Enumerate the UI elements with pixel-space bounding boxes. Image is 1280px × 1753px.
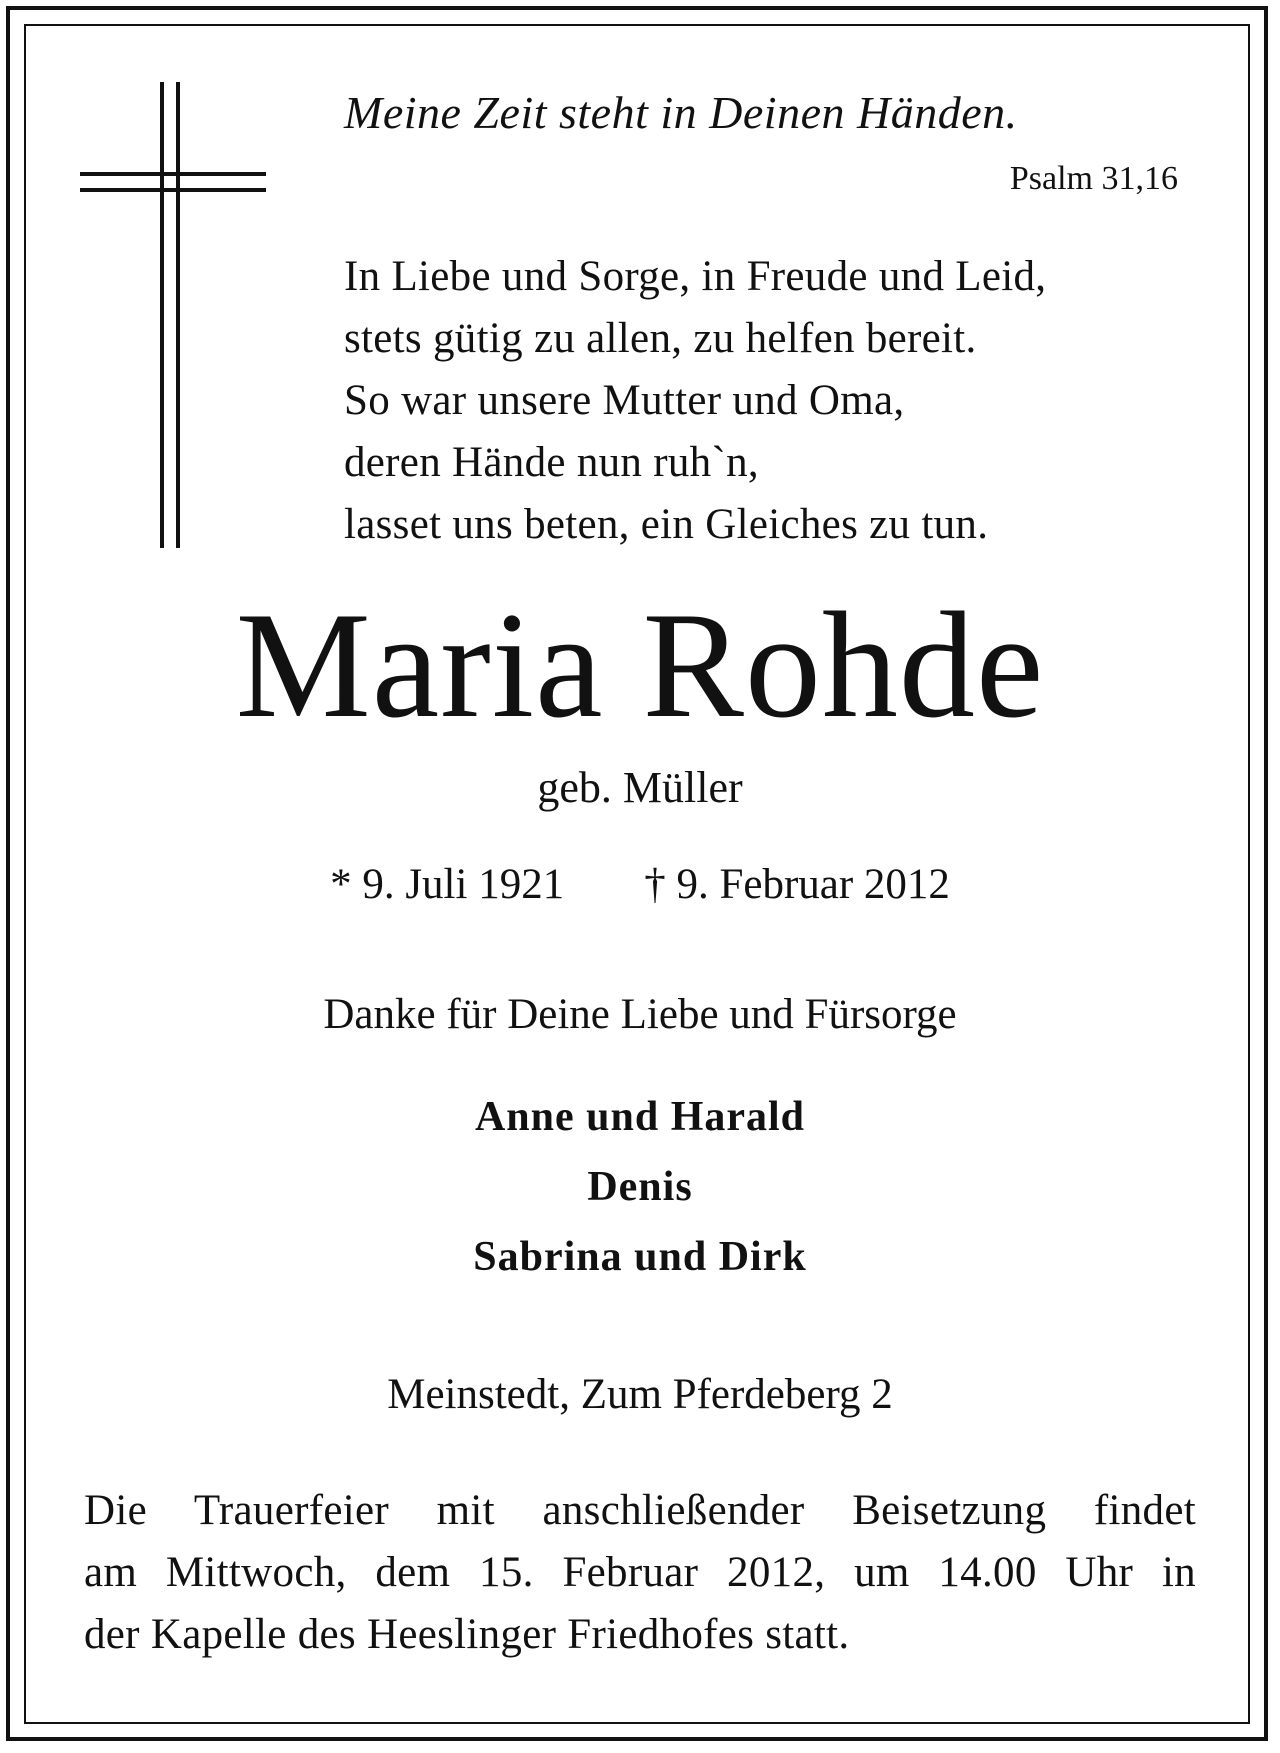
death-date: † 9. Februar 2012 (644, 861, 950, 908)
thanks-line: Danke für Deine Liebe und Fürsorge (323, 991, 957, 1038)
birth-date: * 9. Juli 1921 (330, 861, 565, 908)
poem-line: In Liebe und Sorge, in Freude und Leid, (344, 253, 1047, 300)
deceased-name: Maria Rohde (235, 581, 1045, 749)
family-member: Anne und Harald (474, 1094, 806, 1140)
address: Meinstedt, Zum Pferdeberg 2 (387, 1371, 893, 1418)
poem-line: lasset uns beten, ein Gleiches zu tun. (344, 501, 989, 548)
family-member: Denis (587, 1164, 693, 1210)
life-dates (0, 860, 1280, 909)
funeral-line: der Kapelle des Heeslinger Friedhofes statt. (84, 1611, 850, 1658)
psalm-reference: Psalm 31,16 (1009, 160, 1178, 197)
maiden-name: geb. Müller (537, 763, 743, 812)
funeral-notice (84, 1480, 1196, 1666)
poem-line: So war unsere Mutter und Oma, (344, 377, 905, 424)
poem-line: deren Hände nun ruh`n, (344, 439, 759, 486)
family-member: Sabrina und Dirk (473, 1234, 807, 1280)
funeral-line: Die Trauerfeier mit anschließender Beisetzung findet (84, 1487, 1196, 1534)
motto: Meine Zeit steht in Deinen Händen. (344, 87, 1018, 138)
cross-icon (80, 82, 266, 548)
funeral-line: am Mittwoch, dem 15. Februar 2012, um 14.00 Uhr in (84, 1549, 1196, 1596)
family-list (0, 1082, 1280, 1292)
poem (344, 246, 1046, 556)
poem-line: stets gütig zu allen, zu helfen bereit. (344, 315, 977, 362)
